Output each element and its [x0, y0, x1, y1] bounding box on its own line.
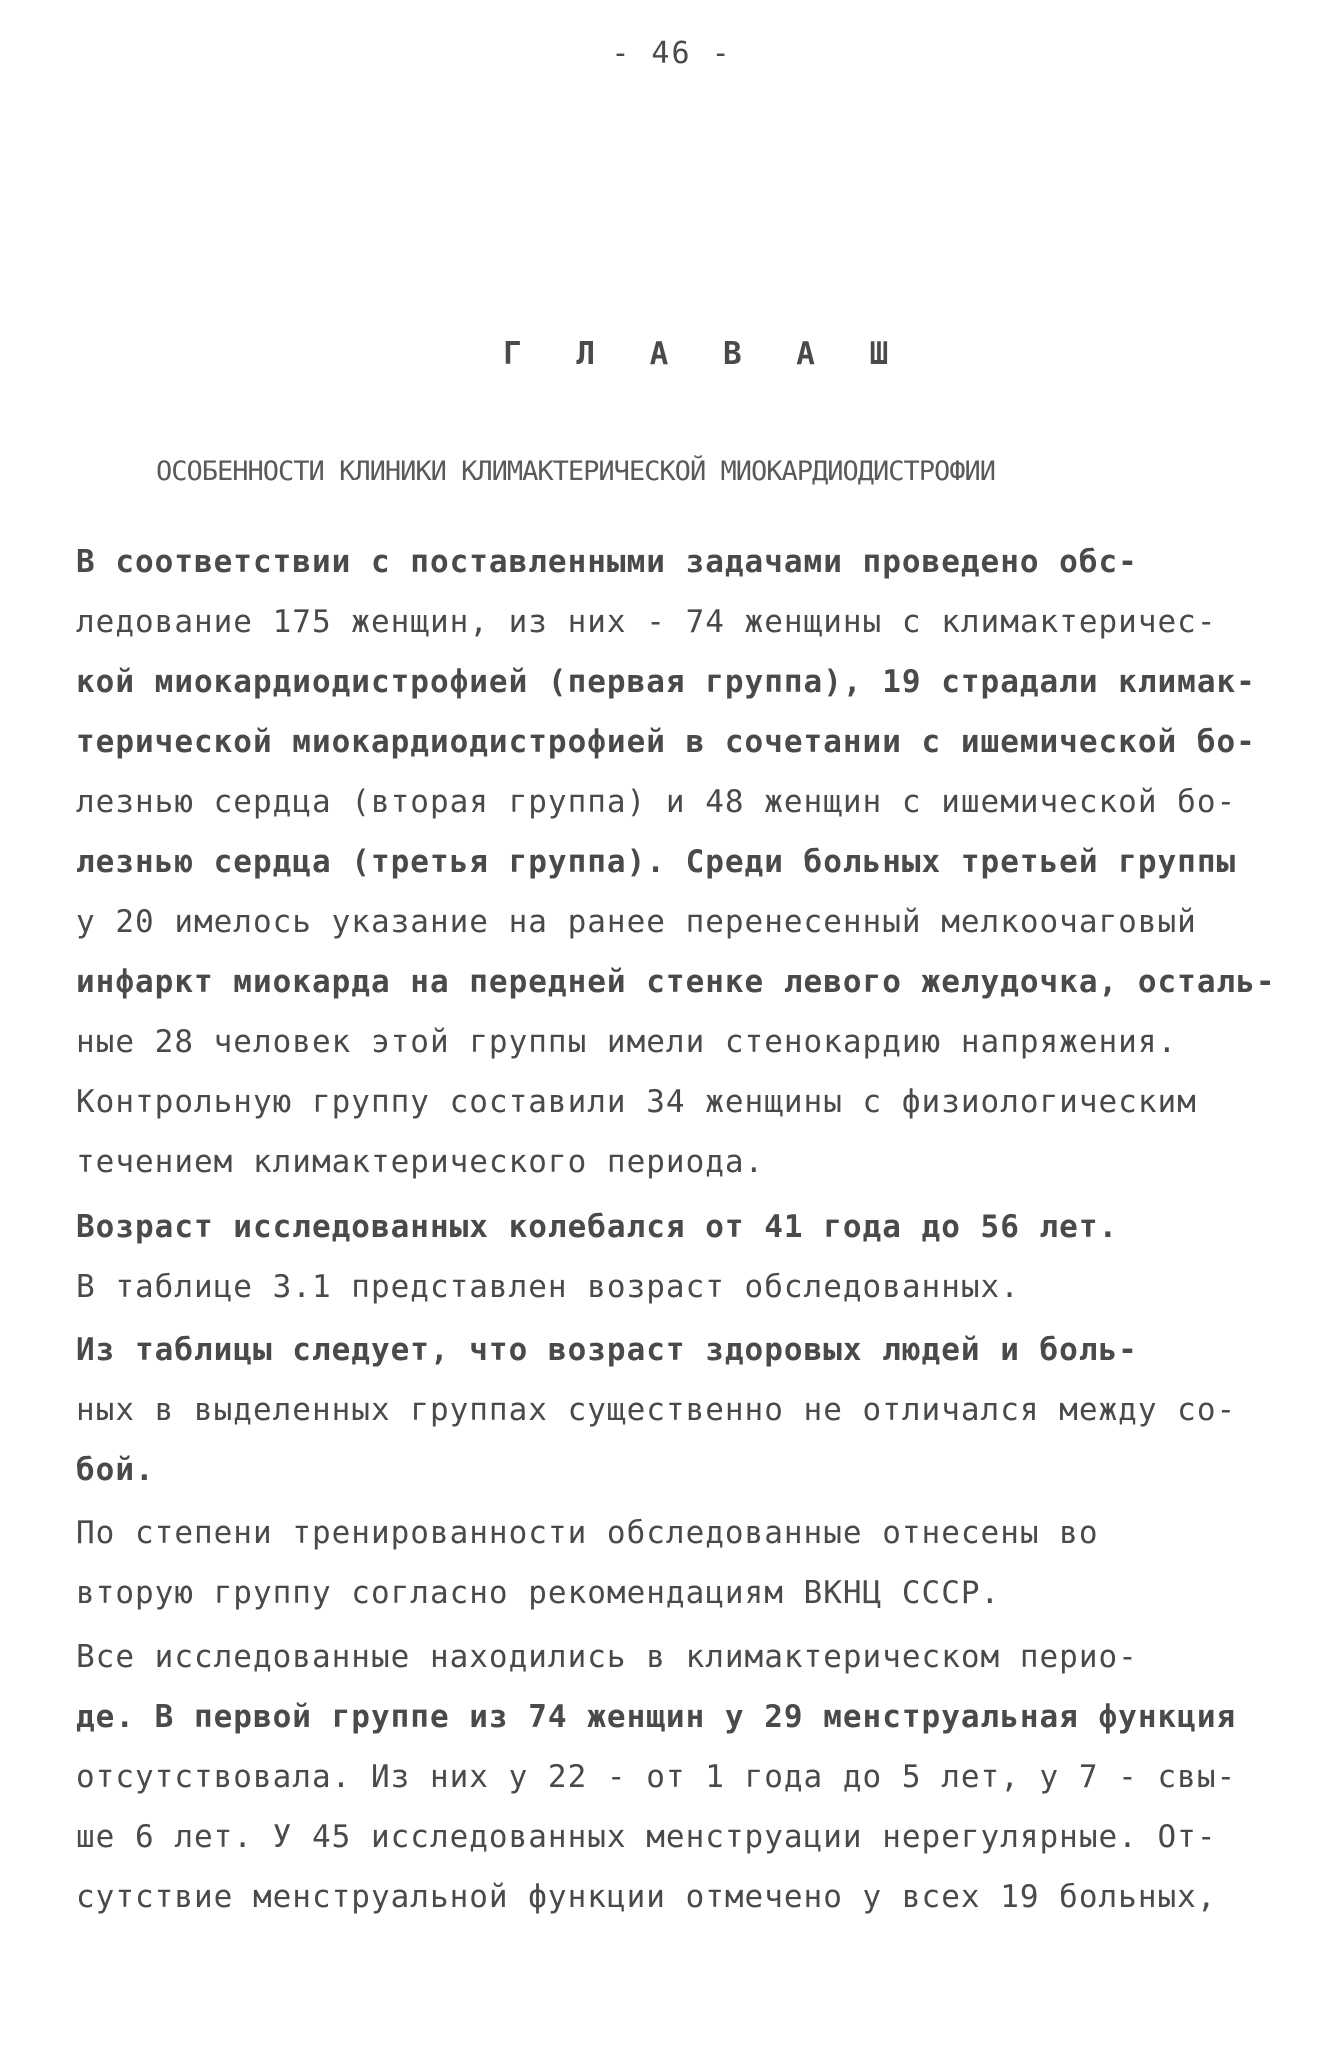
body-line: течением климактерического периода.: [76, 1144, 765, 1180]
body-line: у 20 имелось указание на ранее перенесенный мелкоочаговый: [76, 904, 1197, 940]
page-number: - 46 -: [611, 36, 732, 71]
body-line: ных в выделенных группах существенно не отличался между со-: [76, 1392, 1237, 1428]
chapter-heading: Г Л А В А Ш: [503, 336, 907, 372]
body-line: ные 28 человек этой группы имели стенокардию напряжения.: [76, 1024, 1178, 1060]
body-line: В таблице 3.1 представлен возраст обследованных.: [76, 1269, 1020, 1305]
body-line: кой миокардиодистрофией (первая группа), 19 страдали климак-: [76, 664, 1256, 700]
body-line: Все исследованные находились в климактерическом перио-: [76, 1639, 1138, 1675]
body-line: лезнью сердца (третья группа). Среди больных третьей группы: [76, 844, 1237, 880]
chapter-title: ОСОБЕННОСТИ КЛИНИКИ КЛИМАКТЕРИЧЕСКОЙ МИОКАРДИОДИСТРОФИИ: [156, 456, 996, 487]
body-line: ледование 175 женщин, из них - 74 женщины с климактеричес-: [76, 604, 1217, 640]
body-line: бой.: [76, 1452, 155, 1488]
body-line: инфаркт миокарда на передней стенке левого желудочка, осталь-: [76, 964, 1276, 1000]
body-line: лезнью сердца (вторая группа) и 48 женщин с ишемической бо-: [76, 784, 1237, 820]
body-line: де. В первой группе из 74 женщин у 29 менструальная функция: [76, 1699, 1237, 1735]
body-line: Контрольную группу составили 34 женщины с физиологическим: [76, 1084, 1197, 1120]
body-line: Возраст исследованных колебался от 41 года до 56 лет.: [76, 1209, 1119, 1245]
body-line: В соответствии с поставленными задачами проведено обс-: [76, 544, 1138, 580]
body-line: вторую группу согласно рекомендациям ВКНЦ СССР.: [76, 1575, 1001, 1611]
body-line: Из таблицы следует, что возраст здоровых людей и боль-: [76, 1332, 1138, 1368]
body-line: По степени тренированности обследованные отнесены во: [76, 1515, 1099, 1551]
body-line: отсутствовала. Из них у 22 - от 1 года до 5 лет, у 7 - свы-: [76, 1759, 1237, 1795]
body-line: сутствие менструальной функции отмечено у всех 19 больных,: [76, 1879, 1217, 1915]
body-line: терической миокардиодистрофией в сочетании с ишемической бо-: [76, 724, 1256, 760]
body-line: ше 6 лет. У 45 исследованных менструации нерегулярные. От-: [76, 1819, 1217, 1855]
